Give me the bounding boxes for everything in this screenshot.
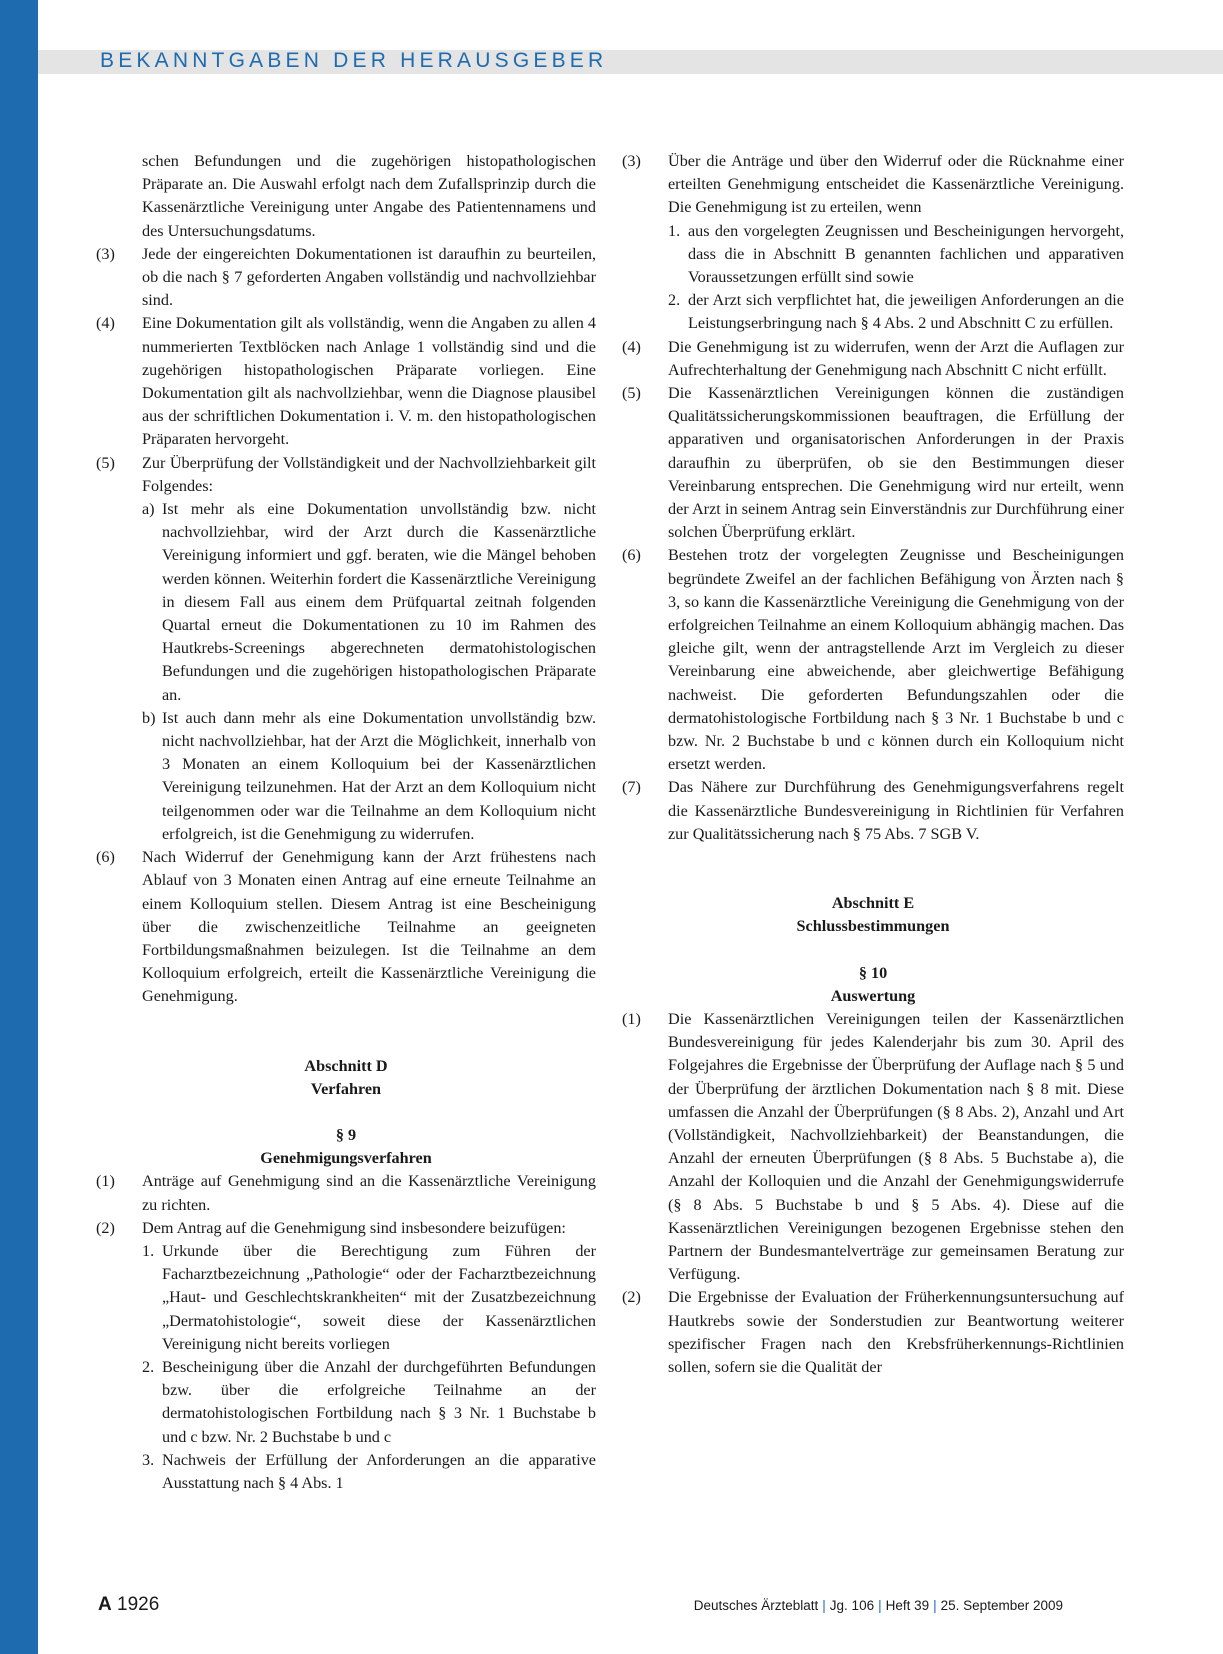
- paragraph-number: (1): [622, 1009, 641, 1028]
- paragraph-number: (4): [622, 337, 641, 356]
- list-item-text: Nachweis der Erfüllung der Anforderungen an die apparative Ausstattung nach § 4 Abs. 1: [162, 1450, 596, 1492]
- s9-paragraph-2: [96, 1217, 596, 1495]
- page-folio: [98, 1594, 159, 1616]
- paragraph-5: [96, 452, 596, 846]
- paragraph-3: [96, 243, 596, 313]
- heading-line: Abschnitt D: [304, 1056, 388, 1075]
- side-accent-bar: [0, 0, 38, 1654]
- heading-line: Abschnitt E: [831, 894, 915, 913]
- paragraph-4: [622, 336, 1124, 382]
- heading-line: Genehmigungsverfahren: [260, 1149, 432, 1168]
- paragraph-number: (3): [622, 152, 641, 170]
- paragraph-text: Jede der eingereichten Dokumentationen ist daraufhin zu beurteilen, ob die nach § 7 geforderten Angaben vollständig und nachvollziehbar sind.: [142, 244, 596, 310]
- list-item-text: der Arzt sich verpflichtet hat, die jeweiligen Anforderungen an die Leistungserbringung nach § 4 Abs. 2 und Abschnitt C zu erfüllen.: [688, 291, 1124, 333]
- paragraph-7: [622, 776, 1124, 846]
- list-item-2: [668, 289, 1124, 335]
- paragraph-text: Das Nähere zur Durchführung des Genehmigungsverfahrens regelt die Kassenärztliche Bundesvereinigung in Richtlinien für Verfahren zur Qualitätssicherung nach § 75 Abs. 7 SGB V.: [668, 778, 1124, 843]
- paragraph-number: (6): [622, 546, 641, 565]
- list-item-text: Urkunde über die Berechtigung zum Führen der Facharztbezeichnung „Pathologie“ oder der Facharztbezeichnung „Haut- und Geschlechtskrankheiten“ mit der Zusatzbezeichnung „Dermatohistologie“, soweit diese der Kassenärztlichen Vereinigung nicht bereits vorliegen: [162, 1241, 596, 1353]
- paragraph-text: Die Kassenärztlichen Vereinigungen können die zuständigen Qualitätssicherungskommissionen beauftragen, die Erfüllung der apparativen und organisatorischen Anforderungen in der Praxis daraufhin zu überprüfen, ob sie den Bestimmungen dieser Vereinbarung entsprechen. Die Genehmigung wird nur erteilt, wenn der Arzt in seinem Antrag sein Einverständnis zur Durchführung einer solchen Überprüfung erklärt.: [668, 384, 1124, 542]
- volume: Jg. 106: [829, 1598, 875, 1613]
- list-item-text: aus den vorgelegten Zeugnissen und Bescheinigungen hervorgeht, dass die in Abschnitt B genannten fachlichen und apparativen Voraussetzungen erfüllt sind sowie: [688, 221, 1124, 287]
- list-item-a: [142, 498, 596, 707]
- list-item-b: [142, 707, 596, 846]
- paragraph-number: (4): [96, 314, 115, 333]
- list-marker: 2.: [142, 1357, 155, 1376]
- list-marker: 2.: [668, 291, 681, 310]
- paragraph-number: (5): [96, 453, 115, 472]
- paragraph-4: [96, 312, 596, 451]
- section-heading-e: [622, 892, 1124, 938]
- paragraph-text: Die Ergebnisse der Evaluation der Früherkennungsuntersuchung auf Hautkrebs sowie der Sonderstudien zur Beantwortung weiterer spezifischer Fragen nach den Krebsfrüherkennungs-Richtlinien sollen, sofern sie die Qualität der: [668, 1288, 1124, 1376]
- paragraph-5: [622, 382, 1124, 544]
- right-column: [622, 150, 1124, 1379]
- paragraph-text: Eine Dokumentation gilt als vollständig, wenn die Angaben zu allen 4 nummerierten Textblöcken nach Anlage 1 vollständig sind und die zugehörigen histopathologischen Präparate vorliegen. Eine Dokumentation gilt als nachvollziehbar, wenn die Diagnose plausibel aus der schriftlichen Dokumentation i. V. m. den histopathologischen Präparaten hervorgeht.: [142, 314, 596, 449]
- list-marker: 1.: [142, 1241, 155, 1260]
- issue: Heft 39: [885, 1598, 930, 1613]
- paragraph-6: [622, 544, 1124, 776]
- paragraph-number: (7): [622, 778, 641, 797]
- folio-letter: A: [98, 1594, 112, 1615]
- s10-paragraph-2: [622, 1286, 1124, 1379]
- s9-paragraph-1: [96, 1170, 596, 1216]
- continued-paragraph: [96, 150, 596, 243]
- paragraph-text: Anträge auf Genehmigung sind an die Kassenärztliche Vereinigung zu richten.: [142, 1172, 596, 1214]
- heading-line: Auswertung: [830, 986, 916, 1005]
- list-item-text: Ist mehr als eine Dokumentation unvollständig bzw. nicht nachvollziehbar, wird der Arzt durch die Kassenärztliche Vereinigung informiert und ggf. beraten, wie die Mängel behoben werden können. Weiterhin fordert die Kassenärztliche Vereinigung in diesem Fall aus einem dem Prüfquartal zeitnah folgenden Quartal erneut die Dokumentationen zu 10 im Rahmen des Hautkrebs-Screenings abgerechneten dermatohistologischen Befundungen und die zugehörigen histopathologischen Präparate an.: [162, 500, 596, 704]
- list-item-text: Ist auch dann mehr als eine Dokumentation unvollständig bzw. nicht nachvollziehbar, hat der Arzt die Möglichkeit, innerhalb von 3 Monaten an einem Kolloquium bei der Kassenärztlichen Vereinigung teilzunehmen. Hat der Arzt an dem Kolloquium nicht teilgenommen oder war die Teilnahme an dem Kolloquium nicht erfolgreich, ist die Genehmigung zu widerrufen.: [162, 708, 596, 843]
- paragraph-number: (2): [622, 1288, 641, 1307]
- heading-line: Schlussbestimmungen: [796, 917, 950, 936]
- list-item-3: [142, 1449, 596, 1495]
- list-marker: b): [142, 708, 156, 727]
- s10-paragraph-1: [622, 1008, 1124, 1286]
- section-heading-s9: [96, 1124, 596, 1170]
- heading-line: § 10: [858, 963, 888, 982]
- paragraph-text: Zur Überprüfung der Vollständigkeit und der Nachvollziehbarkeit gilt Folgendes:: [142, 453, 596, 495]
- left-column: [96, 150, 596, 1495]
- paragraph-number: (5): [622, 384, 641, 403]
- paragraph-6: [96, 846, 596, 1008]
- separator: |: [878, 1598, 882, 1613]
- page-number: 1926: [117, 1594, 160, 1615]
- journal-footer: [694, 1598, 1063, 1613]
- paragraph-number: (1): [96, 1172, 115, 1191]
- paragraph-text: Dem Antrag auf die Genehmigung sind insbesondere beizufügen:: [142, 1218, 566, 1237]
- separator: |: [933, 1598, 937, 1613]
- list-item-1: [668, 220, 1124, 290]
- paragraph-number: (6): [96, 848, 115, 867]
- heading-line: § 9: [335, 1125, 357, 1144]
- paragraph-number: (3): [96, 244, 115, 263]
- list-item-text: Bescheinigung über die Anzahl der durchgeführten Befundungen bzw. über die erfolgreiche Teilnahme an der dermatohistologischen Fortbildung nach § 3 Nr. 1 Buchstabe b und c bzw. Nr. 2 Buchstabe b und c: [162, 1357, 596, 1446]
- list-marker: 3.: [142, 1450, 155, 1469]
- section-heading-s10: [622, 962, 1124, 1008]
- list-item-2: [142, 1356, 596, 1449]
- paragraph-text: Bestehen trotz der vorgelegten Zeugnisse und Bescheinigungen begründete Zweifel an der fachlichen Befähigung von Ärzten nach § 3, so kann die Kassenärztliche Vereinigung die Genehmigung von der erfolgreichen Teilnahme an einem Kolloquium abhängig machen. Das gleiche gilt, wenn der antragstellende Arzt im Vergleich zu dieser Vereinbarung eine abweichende, aber gleichwertige Befähigung nachweist. Die geforderten Befundungszahlen oder die dermatohistologische Fortbildung nach § 3 Nr. 1 Buchstabe b und c bzw. Nr. 2 Buchstabe b und c können durch ein Kolloquium nicht ersetzt werden.: [668, 546, 1124, 774]
- paragraph-text: Nach Widerruf der Genehmigung kann der Arzt frühestens nach Ablauf von 3 Monaten einen Antrag auf eine erneute Teilnahme an einem Kolloquium stellen. Diesem Antrag ist eine Bescheinigung über die zwischenzeitliche Teilnahme an geeigneten Fortbildungsmaßnahmen beizulegen. Ist die Teilnahme an dem Kolloquium erfolgreich, erteilt die Kassenärztliche Vereinigung die Genehmigung.: [142, 848, 596, 1006]
- list-marker: a): [142, 500, 155, 519]
- paragraph-number: (2): [96, 1218, 115, 1237]
- section-label: BEKANNTGABEN DER HERAUSGEBER: [100, 49, 608, 72]
- paragraph-text: Über die Anträge und über den Widerruf oder die Rücknahme einer erteilten Genehmigung entscheidet die Kassenärztliche Vereinigung. Die Genehmigung ist zu erteilen, wenn: [668, 152, 1124, 217]
- section-heading-d: [96, 1055, 596, 1101]
- separator: |: [822, 1598, 826, 1613]
- paragraph-text: schen Befundungen und die zugehörigen histopathologischen Präparate an. Die Auswahl erfolgt nach dem Zufallsprinzip durch die Kassenärztliche Vereinigung unter Angabe des Patientennamens und des Untersuchungsdatums.: [142, 152, 596, 240]
- paragraph-3: [622, 150, 1124, 336]
- list-item-1: [142, 1240, 596, 1356]
- journal-name: Deutsches Ärzteblatt: [693, 1598, 819, 1613]
- paragraph-text: Die Genehmigung ist zu widerrufen, wenn der Arzt die Auflagen zur Aufrechterhaltung der Genehmigung nach Abschnitt C nicht erfüllt.: [668, 337, 1124, 379]
- issue-date: 25. September 2009: [940, 1598, 1063, 1613]
- list-marker: 1.: [668, 221, 681, 240]
- paragraph-text: Die Kassenärztlichen Vereinigungen teilen der Kassenärztlichen Bundesvereinigung für jedes Kalenderjahr bis zum 30. April des Folgejahres die Ergebnisse der Überprüfung der Auflage nach § 5 und der Überprüfung der ärztlichen Dokumentation nach § 8 mit. Diese umfassen die Anzahl der Überprüfungen (§ 8 Abs. 2), Anzahl und Art (Vollständigkeit, Nachvollziehbarkeit) der Beanstandungen, die Anzahl der erneuten Überprüfungen (§ 8 Abs. 5 Buchstabe a), die Anzahl der Kolloquien und die Anzahl der Genehmigungswiderrufe (§ 8 Abs. 5 Buchstabe b und § 5 Abs. 4). Diese auf die Kassenärztlichen Vereinigungen bezogenen Ergebnisse stehen den Partnern der Bundesmantelverträge zur gemeinsamen Beratung zur Verfügung.: [668, 1009, 1124, 1284]
- heading-line: Verfahren: [310, 1079, 382, 1098]
